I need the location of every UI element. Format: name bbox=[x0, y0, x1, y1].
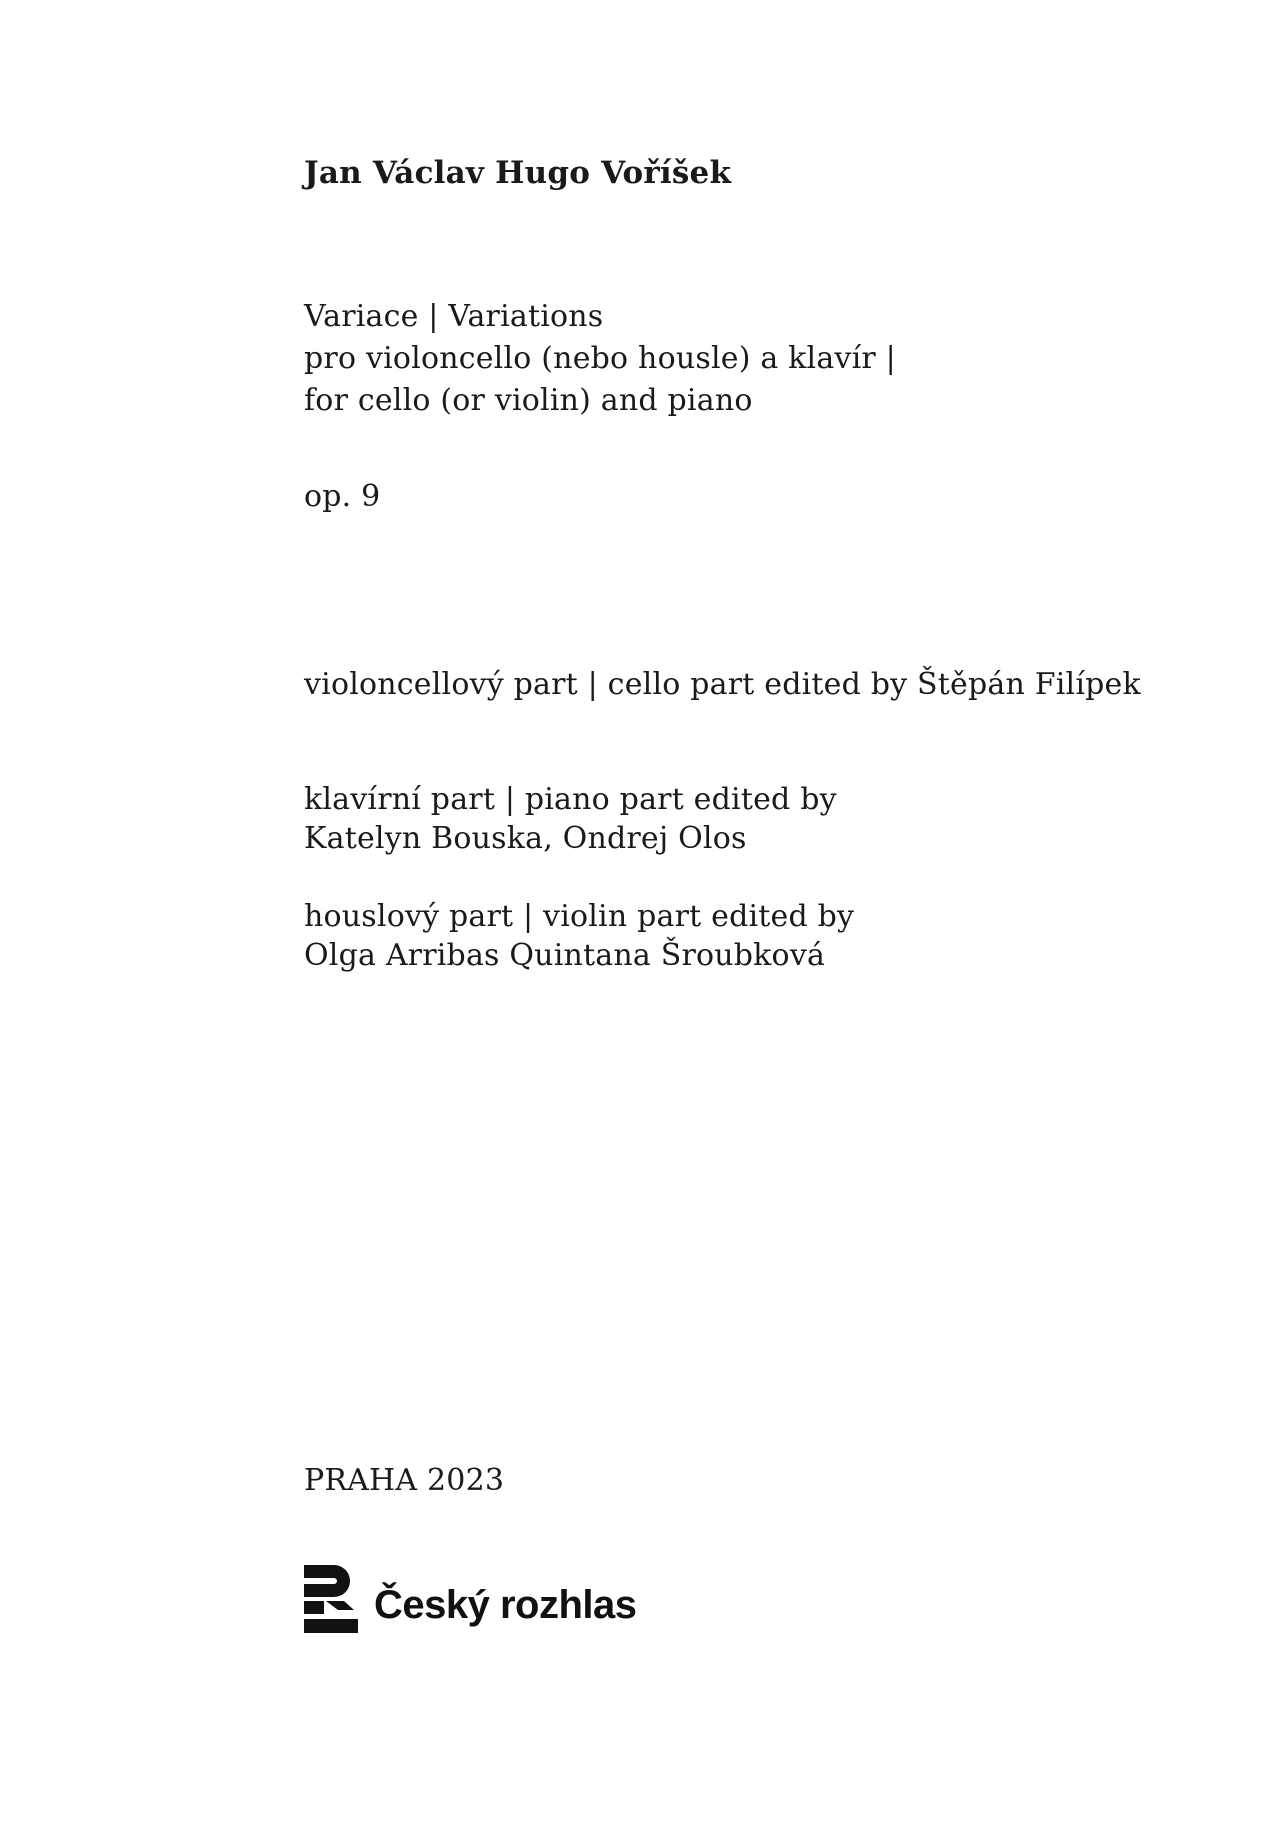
cello-part-credit: violoncellový part | cello part edited by Štěpán Filípek bbox=[304, 667, 1141, 702]
violin-credit-line-1: houslový part | violin part edited by bbox=[304, 899, 855, 934]
title-line-2: pro violoncello (nebo housle) a klavír | bbox=[304, 341, 896, 376]
piano-credit-line-1: klavírní part | piano part edited by bbox=[304, 782, 837, 817]
opus-number: op. 9 bbox=[304, 479, 381, 514]
place-and-year: PRAHA 2023 bbox=[304, 1463, 505, 1498]
piano-part-credit bbox=[304, 780, 837, 858]
work-title bbox=[304, 296, 896, 422]
publisher-name: Český rozhlas bbox=[374, 1582, 637, 1627]
violin-credit-line-2: Olga Arribas Quintana Šroubková bbox=[304, 938, 826, 973]
cesky-rozhlas-logo-icon bbox=[304, 1565, 358, 1633]
title-line-3: for cello (or violin) and piano bbox=[304, 383, 753, 418]
piano-credit-line-2: Katelyn Bouska, Ondrej Olos bbox=[304, 821, 747, 856]
publisher-logo bbox=[304, 1565, 637, 1633]
composer-name: Jan Václav Hugo Voříšek bbox=[304, 155, 732, 191]
title-line-1: Variace | Variations bbox=[304, 299, 604, 334]
violin-part-credit bbox=[304, 897, 854, 975]
